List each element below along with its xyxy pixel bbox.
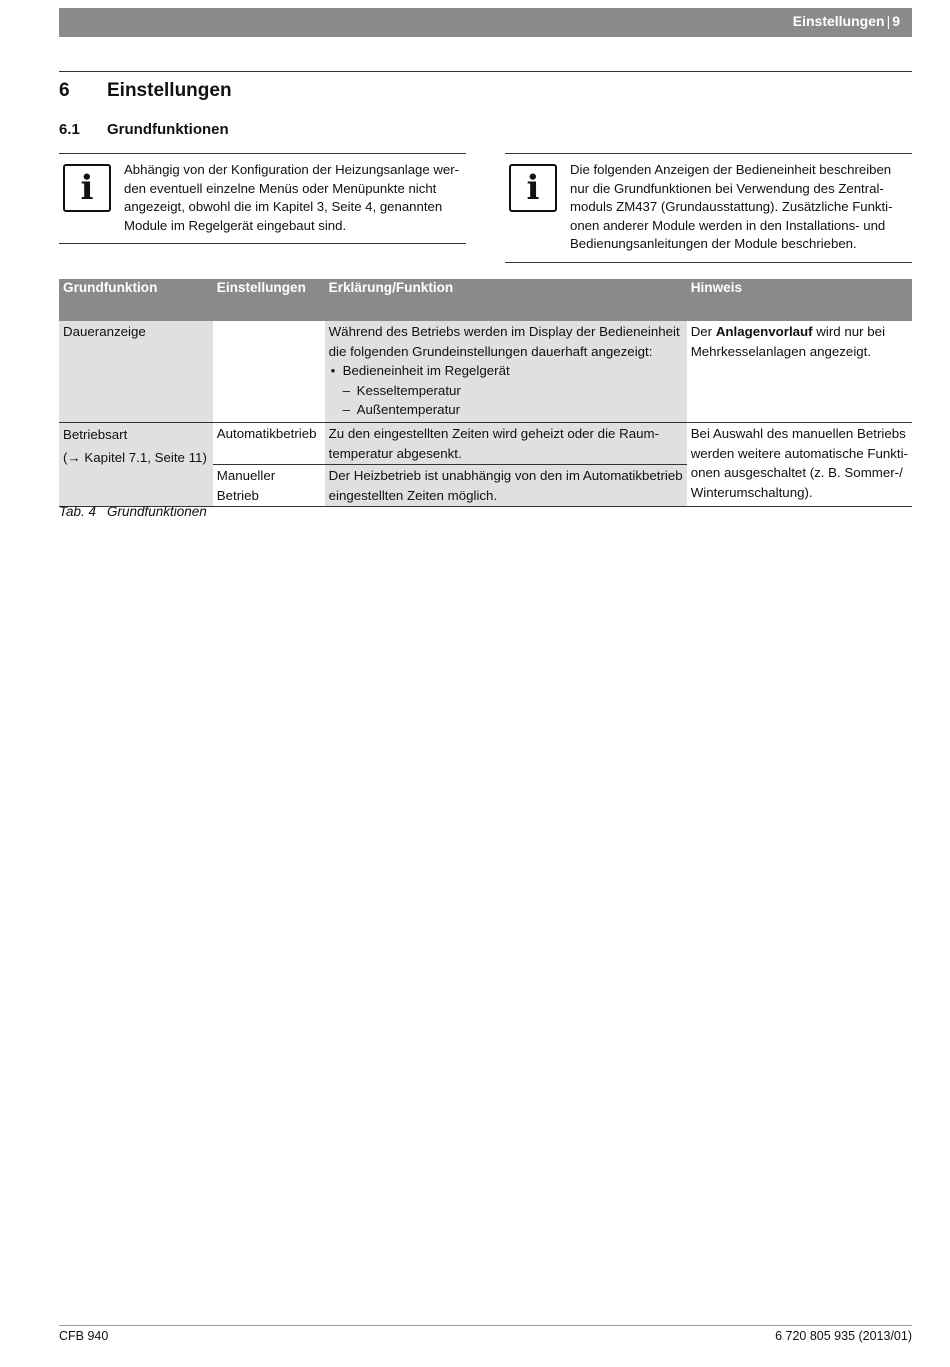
note-line: Die folgenden Anzeigen der Bedieneinheit beschreiben — [570, 162, 892, 177]
text-line: eingestellten Zeiten möglich. — [328, 487, 498, 503]
table-row — [59, 423, 912, 465]
table-caption — [59, 504, 207, 519]
note-text: Bei Auswahl des manuellen Betriebs — [690, 426, 906, 441]
cell-setting — [213, 321, 325, 423]
note-text: onen ausgeschaltet (z. B. Sommer-/ — [690, 465, 903, 480]
note-text: Mehrkesselanlagen angezeigt. — [690, 343, 872, 359]
grundfunktionen-table — [59, 279, 912, 507]
column-header: Erklärung/Funktion — [325, 279, 687, 321]
section-title: Grundfunktionen — [107, 121, 229, 138]
cell-explanation — [325, 423, 687, 465]
bullet-item: • Bedieneinheit im Regelgerät — [329, 361, 683, 381]
header-section: Einstellungen — [792, 13, 885, 29]
chapter-title: Einstellungen — [107, 80, 232, 101]
text-line: temperatur abgesenkt. — [328, 445, 462, 461]
cell-setting: Manueller Betrieb — [213, 465, 325, 507]
column-header: Grundfunktion — [59, 279, 213, 321]
header-page-number: 9 — [892, 13, 900, 29]
note-text: wird nur bei — [812, 324, 886, 339]
note-text: Winterumschaltung). — [690, 484, 813, 500]
note-line: onen anderer Module werden in den Installations- und — [570, 217, 886, 233]
info-note-text — [124, 161, 459, 235]
caption-label: Tab. 4 — [59, 504, 97, 519]
cell-setting: Automatikbetrieb — [213, 423, 325, 465]
column-header: Hinweis — [687, 279, 912, 321]
info-icon: i — [63, 164, 111, 212]
function-name: Betriebsart — [63, 427, 128, 442]
note-line: Module im Regelgerät eingebaut sind. — [124, 217, 347, 233]
table-header-row — [59, 279, 912, 321]
note-line: angezeigt, obwohl die im Kapitel 3, Seite 4, genannten — [124, 199, 443, 215]
caption-text: Grundfunktionen — [107, 504, 207, 519]
footer-document-number: 6 720 805 935 (2013/01) — [775, 1329, 912, 1343]
info-note-text — [570, 161, 893, 254]
section-number: 6.1 — [59, 121, 80, 138]
note-line: Bedienungsanleitungen der Module beschrieben. — [570, 236, 857, 252]
cell-note — [687, 321, 912, 423]
cell-function — [59, 423, 213, 507]
chapter-heading — [59, 80, 232, 102]
text-line: Während des Betriebs werden im Display der Bedieneinheit — [328, 324, 680, 339]
info-note-left — [59, 153, 466, 244]
info-icon: i — [509, 164, 557, 212]
text-line: die folgenden Grundeinstellungen dauerhaft angezeigt: — [328, 343, 653, 359]
column-header: Einstellungen — [213, 279, 325, 321]
running-header: Einstellungen | 9 — [792, 13, 900, 29]
note-line: moduls ZM437 (Grundausstattung). Zusätzliche Funkti- — [570, 199, 893, 215]
note-text: Der — [690, 324, 716, 339]
footer-product: CFB 940 — [59, 1329, 109, 1343]
info-note-right — [505, 153, 912, 263]
note-line: nur die Grundfunktionen bei Verwendung des Zentral- — [570, 180, 884, 196]
cell-function: Daueranzeige — [59, 321, 213, 423]
dash-item: – Außentemperatur — [329, 400, 683, 420]
top-rule — [59, 71, 912, 72]
cross-reference-link[interactable]: (→ Kapitel 7.1, Seite 11) — [63, 449, 207, 465]
note-line: Abhängig von der Konfiguration der Heizungsanlage wer- — [124, 162, 460, 177]
text-line: Der Heizbetrieb ist unabhängig von den im Automatikbetrieb — [328, 468, 683, 483]
note-line: den eventuell einzelne Menüs oder Menüpunkte nicht — [124, 180, 437, 196]
page-header-bar — [59, 8, 912, 37]
chapter-number: 6 — [59, 80, 70, 101]
note-text: werden weitere automatische Funkti- — [690, 445, 908, 461]
cell-note — [687, 423, 912, 507]
cell-explanation — [325, 321, 687, 423]
dash-item: – Kesseltemperatur — [329, 381, 683, 401]
footer-rule — [59, 1325, 912, 1326]
section-heading — [59, 121, 229, 138]
note-emphasis: Anlagenvorlauf — [715, 324, 813, 339]
text-line: Zu den eingestellten Zeiten wird geheizt oder die Raum- — [328, 426, 660, 441]
table-row — [59, 321, 912, 423]
cell-explanation — [325, 465, 687, 507]
